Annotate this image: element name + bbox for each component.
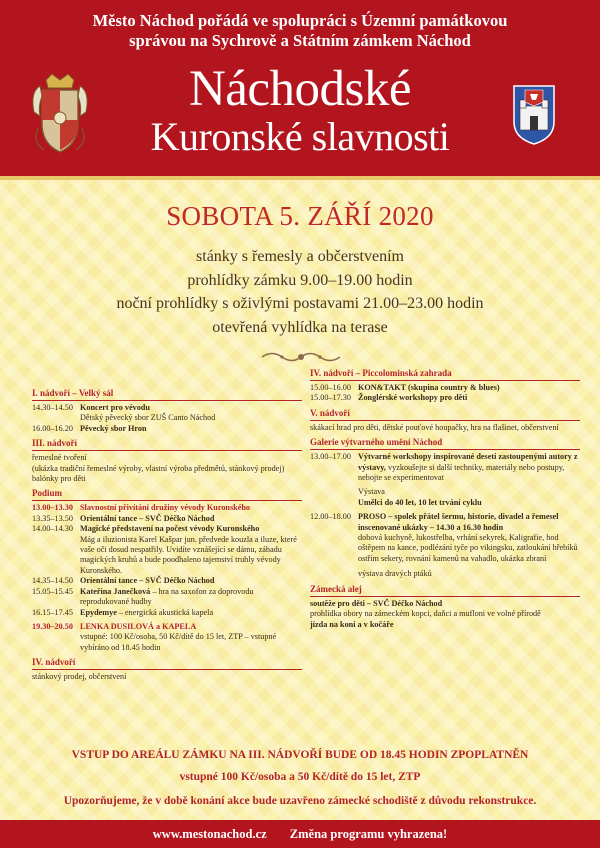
schedule-row <box>32 608 302 618</box>
event-show-times: inscenované ukázky – 14.30 a 16.30 hodin <box>358 522 504 532</box>
event-title-line2: Kuronské slavnosti <box>150 114 450 159</box>
section-title: IV. nádvoří – Piccolominská zahrada <box>310 368 580 381</box>
schedule-row <box>32 403 302 424</box>
event-detail: vyzkoušejte si další techniky, materiály nebo postupy, nebojte se experimentovat <box>358 462 565 483</box>
event-name: Kateřina Janečková <box>80 586 151 596</box>
ornament-divider-icon <box>260 348 342 366</box>
schedule-time: 19.30–20.50 <box>32 621 73 631</box>
schedule-row <box>32 622 302 653</box>
schedule-event: Žonglérské workshopy pro děti <box>358 393 468 403</box>
schedule-row <box>32 576 302 586</box>
section-velky-sal <box>32 388 302 434</box>
section-piccolominska-zahrada <box>310 368 580 404</box>
programme-change-note: Změna programu vyhrazena! <box>289 827 448 841</box>
section-title: V. nádvoří <box>310 408 580 421</box>
schedule-event: Slavnostní přivítání družiny vévody Kuronského <box>80 503 251 513</box>
info-line: skákací hrad pro děti, dětské pouťové houpačky, hra na flašinet, občerstvení <box>310 422 559 432</box>
event-name: Výtvarné workshopy inspirované deseti zastoupenými autory z výstavy, <box>358 452 578 472</box>
schedule-time: 13.00–13.30 <box>32 503 73 513</box>
event-detail: – energická akustická kapela <box>116 607 214 617</box>
schedule-row <box>32 587 302 608</box>
section-galerie <box>310 437 580 579</box>
schedule-time: 14.35–14.50 <box>32 576 73 586</box>
event-title-line1: Náchodské <box>188 61 412 117</box>
section-v-nadvori <box>310 408 580 433</box>
info-line: řemeslné tvoření <box>32 453 87 463</box>
info-line: jízda na koni a v kočáře <box>310 619 394 629</box>
exhibition-label: Výstava <box>358 487 385 497</box>
info-line: (ukázka tradiční řemeslné výroby, vlastní výroba předmětů, stánkový prodej) <box>32 463 285 473</box>
schedule-time: 13.00–17.00 <box>310 452 351 462</box>
schedule-row <box>310 452 580 508</box>
info-line: stánkový prodej, občerstvení <box>32 672 127 682</box>
schedule-row <box>32 514 302 524</box>
section-iv-nadvori-left <box>32 657 302 682</box>
website-link[interactable]: www.mestonachod.cz <box>152 827 267 841</box>
staircase-closure-notice: Upozorňujeme, že v době konání akce bude uzavřeno zámecké schodiště z důvodu rekonstrukce. <box>63 795 537 807</box>
schedule-time: 16.00–16.20 <box>32 423 73 433</box>
section-title: I. nádvoří – Velký sál <box>32 388 302 401</box>
schedule-event <box>80 587 302 608</box>
programme-line-tours: prohlídky zámku 9.00–19.00 hodin <box>187 272 413 289</box>
schedule-row <box>310 393 580 403</box>
schedule-event <box>80 608 302 618</box>
footer <box>0 827 600 842</box>
schedule-row <box>32 424 302 434</box>
event-date: SOBOTA 5. ZÁŘÍ 2020 <box>166 201 434 231</box>
event-detail: Mág a iluzionista Karel Kašpar jun. předvede kouzla a iluze, které vaše oči dosud nespatřily. Uvidíte vznášející se dámu, záhadu magických kruhů a bude poodhaleno tajemství truhly vévody Kuronského. <box>80 534 297 575</box>
event-detail: vstupné: 100 Kč/osoba, 50 Kč/dítě do 15 let, ZTP – vstupné vybíráno od 18.45 hodin <box>80 632 277 652</box>
schedule-event <box>358 512 580 579</box>
event-detail: – hra na saxofon za doprovodu reprodukované hudby <box>80 586 254 607</box>
info-line: soutěže pro děti – SVČ Déčko Náchod <box>310 598 443 608</box>
section-zamecka-alej <box>310 584 580 630</box>
schedule-row <box>32 524 302 576</box>
schedule-event: KON&TAKT (skupina country & blues) <box>358 383 500 392</box>
section-title: Podium <box>32 488 302 501</box>
schedule-row <box>310 383 580 393</box>
event-name: PROSO – spolek přátel šermu, historie, divadel a řemesel <box>358 512 559 522</box>
exhibition-name: Umělci do 40 let, 10 let trvání cyklu <box>358 497 482 507</box>
schedule-time: 14.30–14.50 <box>32 403 73 412</box>
event-name: LENKA DUSILOVÁ a KAPELA <box>80 621 197 631</box>
section-title: III. nádvoří <box>32 438 302 451</box>
event-exhibition: výstava dravých ptáků <box>358 569 432 579</box>
programme-line-lookout: otevřená vyhlídka na terase <box>212 319 388 336</box>
section-iii-nadvori <box>32 438 302 484</box>
event-name: Epydemye <box>80 607 117 617</box>
schedule-event: Orientální tance – SVČ Déčko Náchod <box>80 576 215 586</box>
schedule-event: Orientální tance – SVČ Déčko Náchod <box>80 513 215 523</box>
schedule-right-column <box>310 368 580 634</box>
schedule-row <box>32 503 302 513</box>
programme-line-night-tours: noční prohlídky s oživlými postavami 21.00–23.00 hodin <box>116 295 484 312</box>
info-line: balónky pro děti <box>32 474 86 484</box>
header-intro-line1: Město Náchod pořádá ve spolupráci s Územní památkovou <box>92 11 508 30</box>
nachod-coat-of-arms-icon <box>512 84 556 146</box>
schedule-time: 15.00–17.30 <box>310 393 351 403</box>
event-detail: Dětský pěvecký sbor ZUŠ Canto Náchod <box>80 413 216 423</box>
schedule-time: 16.15–17.45 <box>32 607 73 617</box>
event-detail: dobová kuchyně, lukostřelba, vrhání sekyrek, Kaligrafie, hod oštěpem na kance, podlézání tyče po vikingsku, zatloukání hřebíků ostřím sekery, rovnání kamenů na vahadlo, ukázka zbraní <box>358 533 578 563</box>
schedule-row <box>310 512 580 579</box>
schedule-time: 12.00–18.00 <box>310 512 351 522</box>
schedule-event <box>80 403 302 424</box>
kuronsky-coat-of-arms-icon <box>28 72 92 158</box>
schedule-event <box>80 622 302 653</box>
header-intro-line2: správou na Sychrově a Státním zámkem Náchod <box>129 31 471 50</box>
programme-line-stalls: stánky s řemesly a občerstvením <box>196 248 404 265</box>
info-line: prohlídka obory na zámeckém kopci, daňci a muflonі ve volné přírodě <box>310 609 541 619</box>
schedule-left-column <box>32 388 302 687</box>
schedule-time: 15.00–16.00 <box>310 383 351 392</box>
event-name: Koncert pro vévodu <box>80 403 150 412</box>
schedule-event <box>80 524 302 576</box>
section-title: IV. nádvoří <box>32 657 302 670</box>
schedule-time: 13.35–13.50 <box>32 513 73 523</box>
event-name: Magické představení na počest vévody Kuronského <box>80 524 260 534</box>
entry-fee-prices: vstupné 100 Kč/osoba a 50 Kč/dítě do 15 let, ZTP <box>179 771 421 783</box>
section-title: Galerie výtvarného umění Náchod <box>310 437 580 450</box>
schedule-event: Pěvecký sbor Hron <box>80 423 147 433</box>
entry-fee-notice: VSTUP DO AREÁLU ZÁMKU NA III. NÁDVOŘÍ BUDE OD 18.45 HODIN ZPOPLATNĚN <box>71 749 529 761</box>
schedule-time: 14.00–14.30 <box>32 524 73 534</box>
section-podium <box>32 488 302 653</box>
section-title: Zámecká alej <box>310 584 580 597</box>
schedule-time: 15.05–15.45 <box>32 586 73 596</box>
schedule-event <box>358 452 580 508</box>
